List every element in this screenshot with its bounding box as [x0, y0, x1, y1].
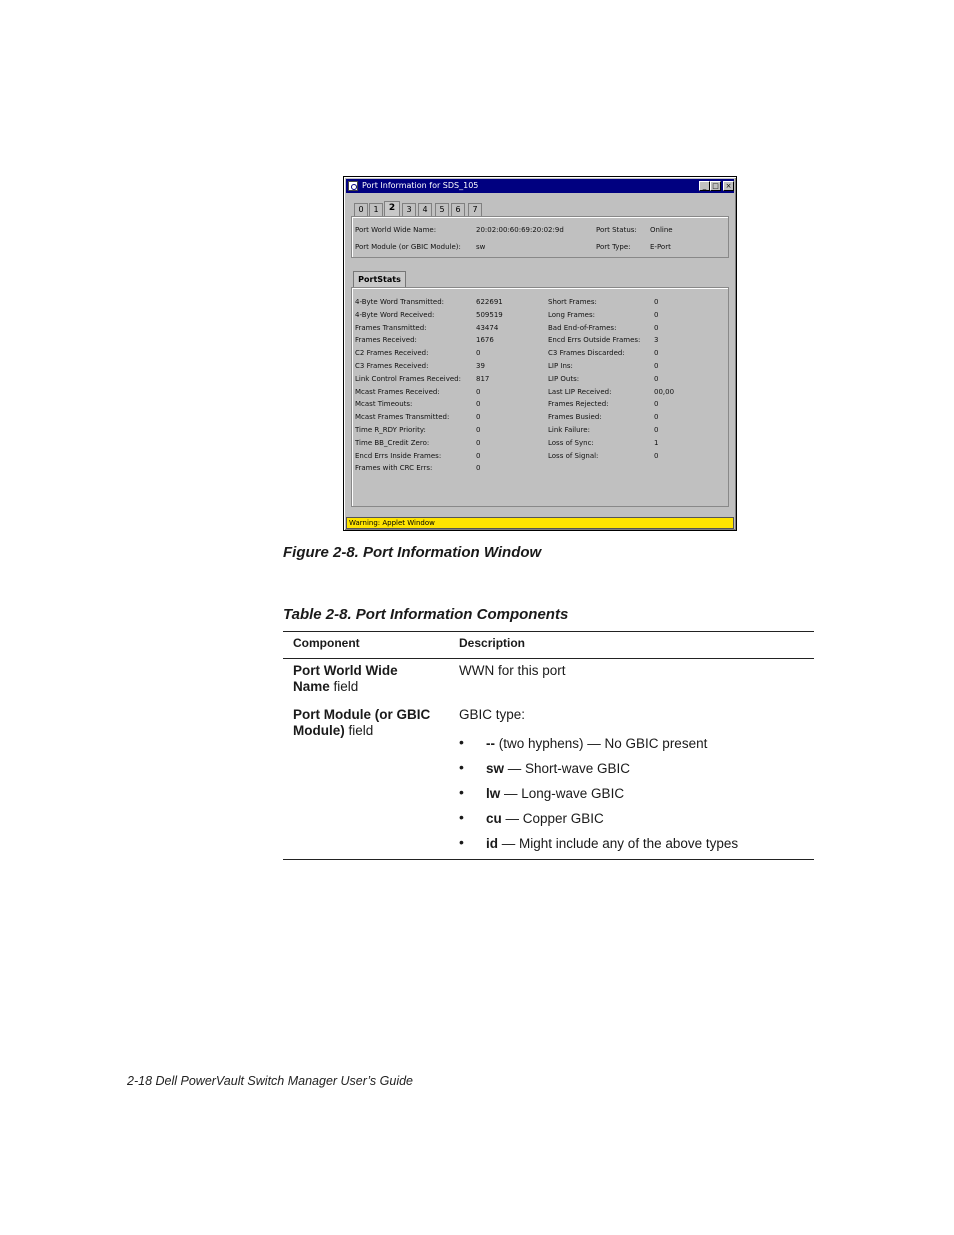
stat-label: LIP Outs:	[548, 374, 580, 383]
gbic-code: cu	[486, 811, 502, 826]
stat-label: Encd Errs Inside Frames:	[355, 451, 442, 460]
stat-value: 1676	[476, 336, 494, 345]
stat-label: Last LIP Received:	[548, 387, 612, 396]
component-suffix: field	[344, 723, 374, 738]
port-status-label: Port Status:	[596, 226, 637, 234]
gbic-desc: — Short-wave GBIC	[504, 761, 631, 776]
gbic-code: id	[486, 836, 498, 851]
stat-value: 43474	[476, 323, 499, 332]
list-item	[486, 836, 738, 852]
bullet-icon: •	[459, 784, 464, 800]
window-titlebar[interactable]	[346, 179, 734, 193]
tab-port-3[interactable]: 3	[402, 203, 416, 216]
tab-port-1[interactable]: 1	[369, 203, 383, 216]
column-header-description: Description	[459, 636, 526, 650]
page-footer: 2-18 Dell PowerVault Switch Manager User’s Guide	[127, 1074, 414, 1088]
bullet-icon: •	[459, 759, 464, 775]
stat-value: 0	[476, 349, 481, 358]
stat-value: 509519	[476, 310, 503, 319]
list-item	[486, 736, 707, 752]
component-suffix: field	[329, 679, 359, 694]
table-caption: Table 2-8. Port Information Components	[283, 606, 569, 623]
stat-value: 00,00	[654, 387, 675, 396]
tab-port-2[interactable]: 2	[384, 201, 400, 216]
gbic-desc: (two hyphens) — No GBIC present	[495, 736, 708, 751]
stat-value: 1	[654, 438, 659, 447]
stat-label: Short Frames:	[548, 298, 597, 306]
stat-value: 3	[654, 336, 659, 345]
component-name: Port Module (or GBIC	[293, 707, 431, 722]
stat-value: 0	[476, 387, 481, 396]
component-name: Name	[293, 679, 330, 694]
bullet-icon: •	[459, 834, 464, 850]
gbic-code: sw	[486, 761, 505, 776]
stat-value: 0	[654, 298, 659, 306]
stat-label: C2 Frames Received:	[355, 349, 429, 358]
stat-label: Link Control Frames Received:	[355, 374, 461, 383]
stat-label: Frames Transmitted:	[355, 323, 427, 332]
table-bottom-rule	[283, 859, 814, 860]
stat-value: 0	[654, 349, 659, 358]
minimize-button[interactable]: _	[699, 181, 710, 191]
stat-value: 0	[654, 310, 659, 319]
stat-label: Mcast Timeouts:	[355, 400, 413, 409]
stat-value: 0	[654, 400, 659, 409]
maximize-button[interactable]: □	[710, 181, 721, 191]
stat-value: 39	[476, 362, 485, 370]
close-button[interactable]: ×	[723, 181, 734, 191]
bullet-icon: •	[459, 809, 464, 825]
component-name: Module)	[293, 723, 345, 738]
port-type-value: E-Port	[650, 243, 671, 251]
stat-label: Frames Rejected:	[548, 400, 609, 409]
tab-port-5[interactable]: 5	[435, 203, 449, 216]
component-name: Port World Wide	[293, 663, 398, 678]
gbic-desc: — Long-wave GBIC	[500, 786, 625, 801]
port-module-value: sw	[476, 243, 486, 251]
stat-label: Mcast Frames Received:	[355, 387, 440, 396]
stat-value: 0	[654, 362, 659, 370]
stat-value: 0	[476, 413, 481, 422]
stat-value: 0	[654, 374, 659, 383]
stat-label: LIP Ins:	[548, 362, 573, 370]
stat-label: C3 Frames Received:	[355, 362, 429, 370]
port-module-label: Port Module (or GBIC Module):	[355, 243, 461, 251]
stat-label: Mcast Frames Transmitted:	[355, 413, 450, 422]
applet-warning-bar: Warning: Applet Window	[346, 517, 734, 529]
stat-label: Time BB_Credit Zero:	[355, 438, 430, 447]
tab-port-7[interactable]: 7	[468, 203, 482, 216]
stat-value: 622691	[476, 298, 503, 306]
stat-value: 0	[476, 400, 481, 409]
stat-value: 817	[476, 374, 490, 383]
stat-label: Frames with CRC Errs:	[355, 464, 433, 473]
bullet-icon: •	[459, 734, 464, 750]
row-port-wwn-description: WWN for this port	[459, 663, 566, 678]
stat-value: 0	[654, 451, 659, 460]
stat-label: Frames Busied:	[548, 413, 602, 422]
column-header-component: Component	[293, 636, 360, 650]
stat-label: Encd Errs Outside Frames:	[548, 336, 641, 345]
list-item	[486, 761, 630, 777]
stat-label: Bad End-of-Frames:	[548, 323, 617, 332]
tab-port-0[interactable]: 0	[354, 203, 368, 216]
gbic-code: --	[486, 736, 495, 751]
stat-label: Loss of Signal:	[548, 451, 599, 460]
stat-value: 0	[476, 426, 481, 434]
tab-portstats[interactable]: PortStats	[353, 271, 406, 287]
table-top-rule	[283, 631, 814, 632]
gbic-code: lw	[486, 786, 501, 801]
window-title: Port Information for SDS_105	[362, 181, 479, 190]
stat-value: 0	[654, 323, 659, 332]
stat-value: 0	[476, 464, 481, 473]
portstats-panel	[351, 287, 729, 507]
stat-label: 4-Byte Word Received:	[355, 310, 435, 319]
table-header-rule	[283, 658, 814, 659]
java-app-icon	[348, 181, 358, 191]
tab-port-6[interactable]: 6	[451, 203, 465, 216]
stat-label: Long Frames:	[548, 310, 595, 319]
stat-label: Link Failure:	[548, 426, 590, 434]
stat-label: C3 Frames Discarded:	[548, 349, 625, 358]
gbic-desc: — Copper GBIC	[501, 811, 604, 826]
wwn-label: Port World Wide Name:	[355, 226, 437, 234]
stat-value: 0	[476, 438, 481, 447]
stat-label: 4-Byte Word Transmitted:	[355, 298, 445, 306]
row-port-wwn-component	[293, 663, 453, 695]
list-item	[486, 811, 604, 827]
tab-port-4[interactable]: 4	[418, 203, 432, 216]
wwn-value: 20:02:00:60:69:20:02:9d	[476, 226, 564, 234]
row-port-module-description: GBIC type:	[459, 707, 526, 722]
gbic-desc: — Might include any of the above types	[498, 836, 739, 851]
stat-value: 0	[654, 413, 659, 422]
row-port-module-component	[293, 707, 453, 739]
port-status-value: Online	[650, 226, 673, 234]
list-item	[486, 786, 624, 802]
stat-label: Frames Received:	[355, 336, 417, 345]
stat-label: Time R_RDY Priority:	[355, 426, 426, 434]
stat-label: Loss of Sync:	[548, 438, 594, 447]
port-type-label: Port Type:	[596, 243, 631, 251]
port-information-window	[343, 176, 737, 531]
stat-value: 0	[476, 451, 481, 460]
figure-caption: Figure 2-8. Port Information Window	[283, 544, 542, 561]
stat-value: 0	[654, 426, 659, 434]
